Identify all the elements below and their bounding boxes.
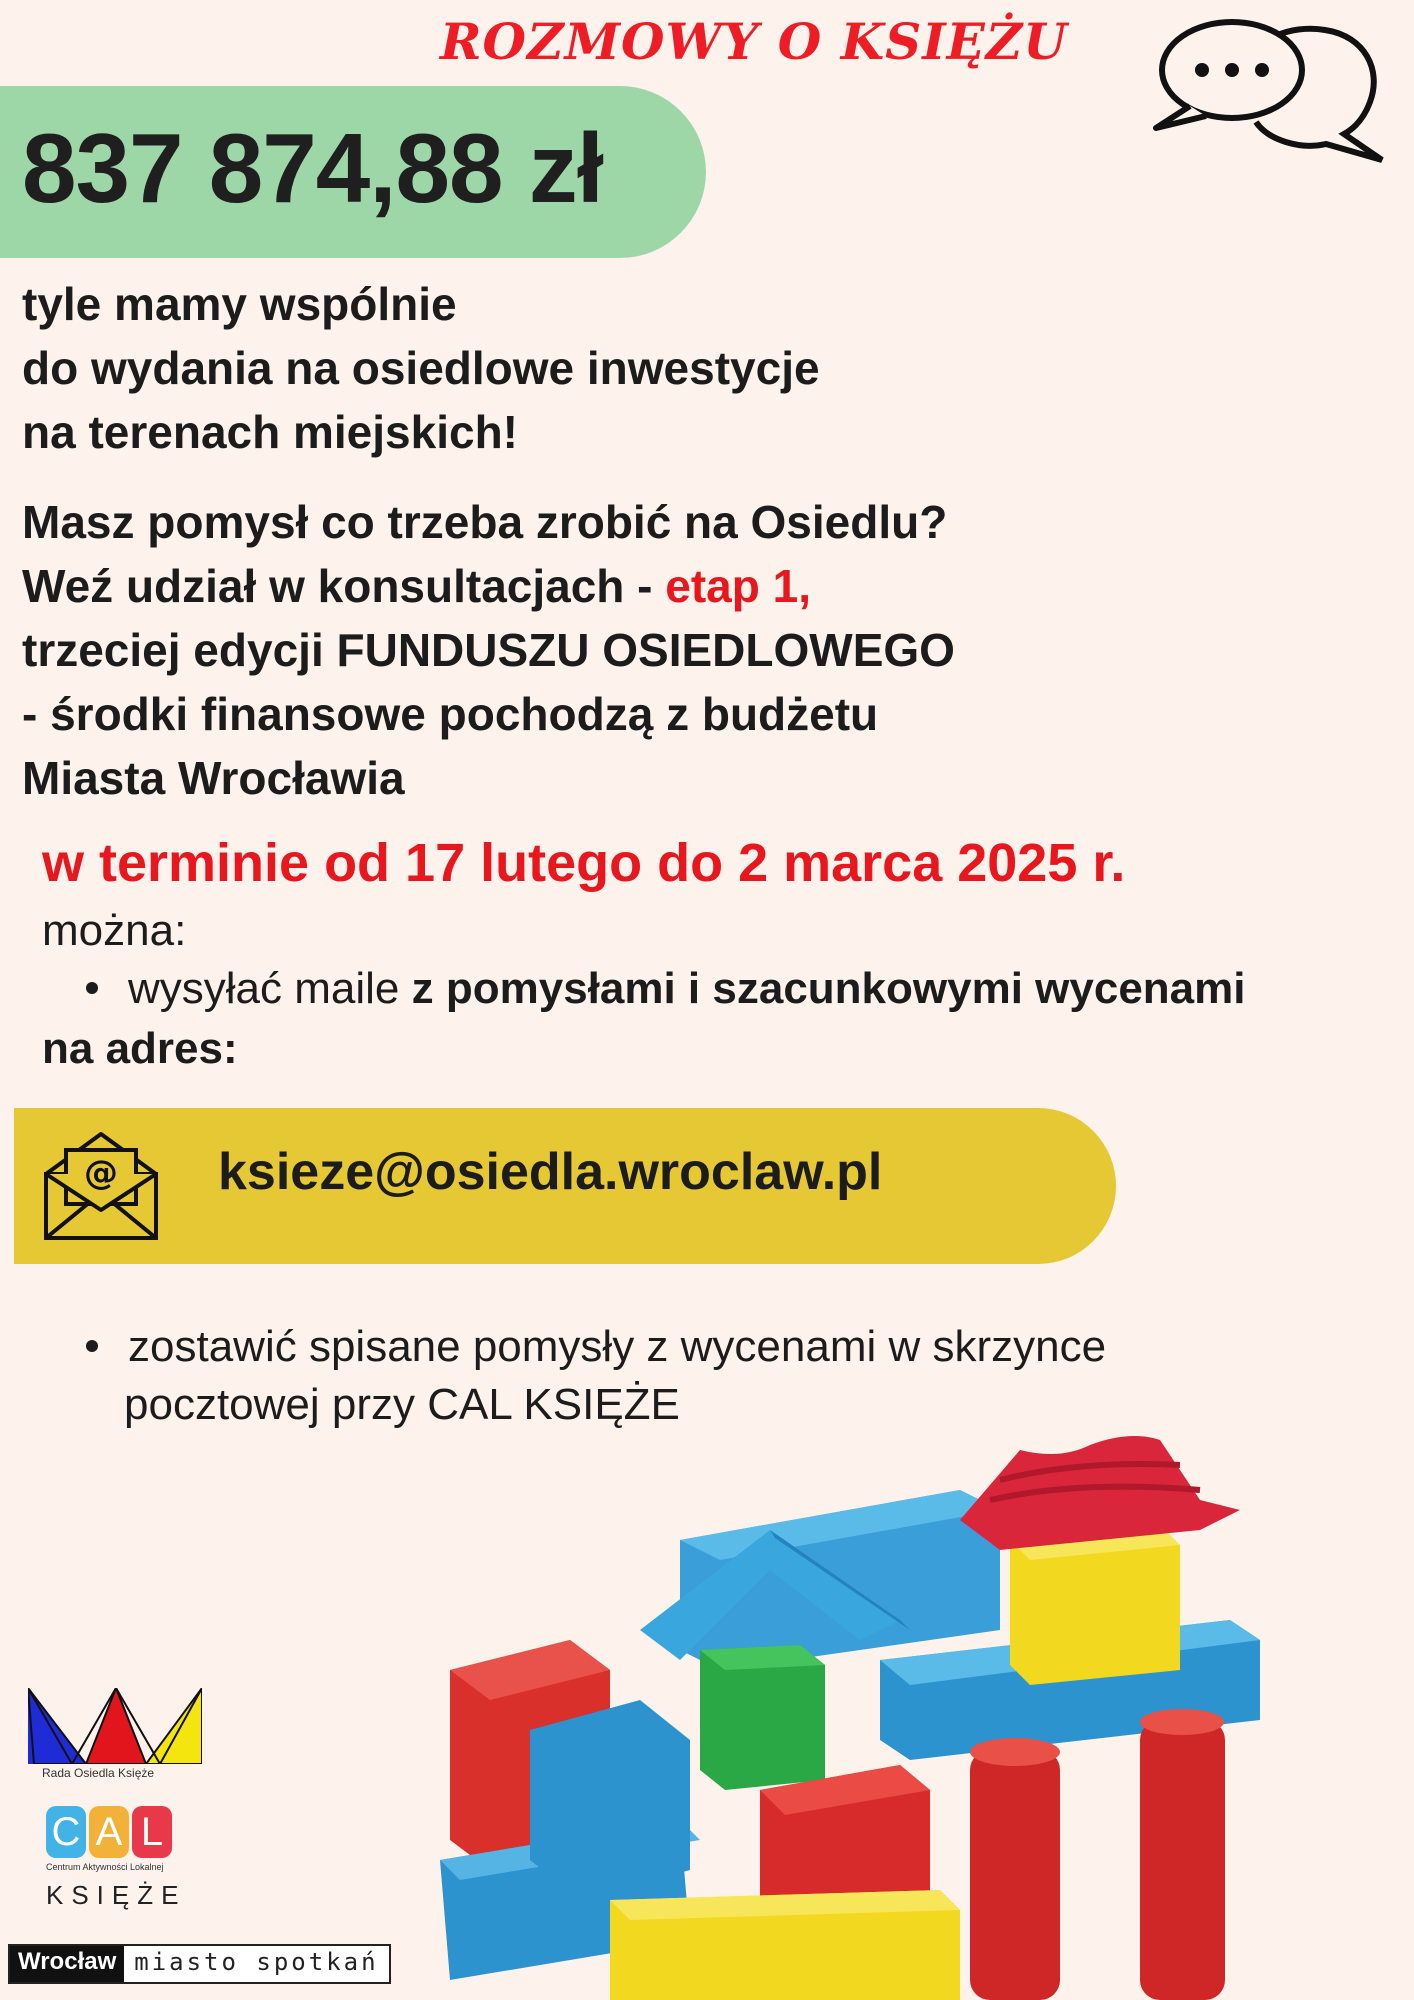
para-text: Weź udział w konsultacjach - [22,560,666,612]
wroclaw-slogan: miasto spotkań [134,1948,379,1976]
cal-subtitle: Centrum Aktywności Lokalnej [46,1862,164,1872]
svg-text:@: @ [84,1153,118,1193]
wroclaw-mark: Wrocław [10,1946,124,1982]
bullet-line: pocztowej przy CAL KSIĘŻE [124,1380,680,1429]
para-line [22,554,955,618]
para-line: Miasta Wrocławia [22,752,405,804]
bullet-continuation: na adres: [42,1024,238,1073]
bullet-line [42,1318,1106,1376]
amount-value: 837 874,88 zł [22,113,603,223]
email-link[interactable]: ksieze@osiedla.wroclaw.pl [218,1143,883,1201]
bullet-text: wysyłać maile [128,964,412,1013]
cal-logo [46,1806,172,1858]
wroclaw-logo [8,1944,391,1984]
cal-letter: A [89,1806,129,1858]
para-line: Masz pomysł co trzeba zrobić na Osiedlu? [22,496,948,548]
intro-line: do wydania na osiedlowe inwestycje [22,342,820,394]
consultation-paragraph [22,490,955,810]
header-title: ROZMOWY O KSIĘŻU [440,12,1068,71]
speech-bubbles-icon [1150,10,1390,170]
bullet-text: zostawić spisane pomysły z wycenami w skrzynce [128,1322,1107,1371]
intro-line: tyle mamy wspólnie [22,278,457,330]
rada-osiedla-name: Rada Osiedla Księże [42,1766,155,1780]
cal-letter: L [132,1806,172,1858]
mozna-label: można: [42,906,187,955]
cal-name: KSIĘŻE [46,1880,187,1910]
rada-osiedla-logo [28,1688,202,1764]
intro-line: na terenach miejskich! [22,406,518,458]
stage-highlight: etap 1, [665,560,812,612]
intro-text [22,272,820,464]
bullet-item [42,1318,1106,1434]
para-line: trzeciej edycji FUNDUSZU OSIEDLOWEGO [22,624,955,676]
bullet-text-bold: z pomysłami i szacunkowymi wycenami [411,964,1246,1013]
cal-letter: C [46,1806,86,1858]
bullet-item [42,964,1246,1014]
envelope-at-icon [42,1130,160,1242]
bullet-dot [86,1340,98,1352]
bullet-dot [86,982,98,994]
date-range: w terminie od 17 lutego do 2 marca 2025 r. [42,833,1126,893]
toy-blocks-image [440,1420,1300,2000]
para-line: - środki finansowe pochodzą z budżetu [22,688,879,740]
